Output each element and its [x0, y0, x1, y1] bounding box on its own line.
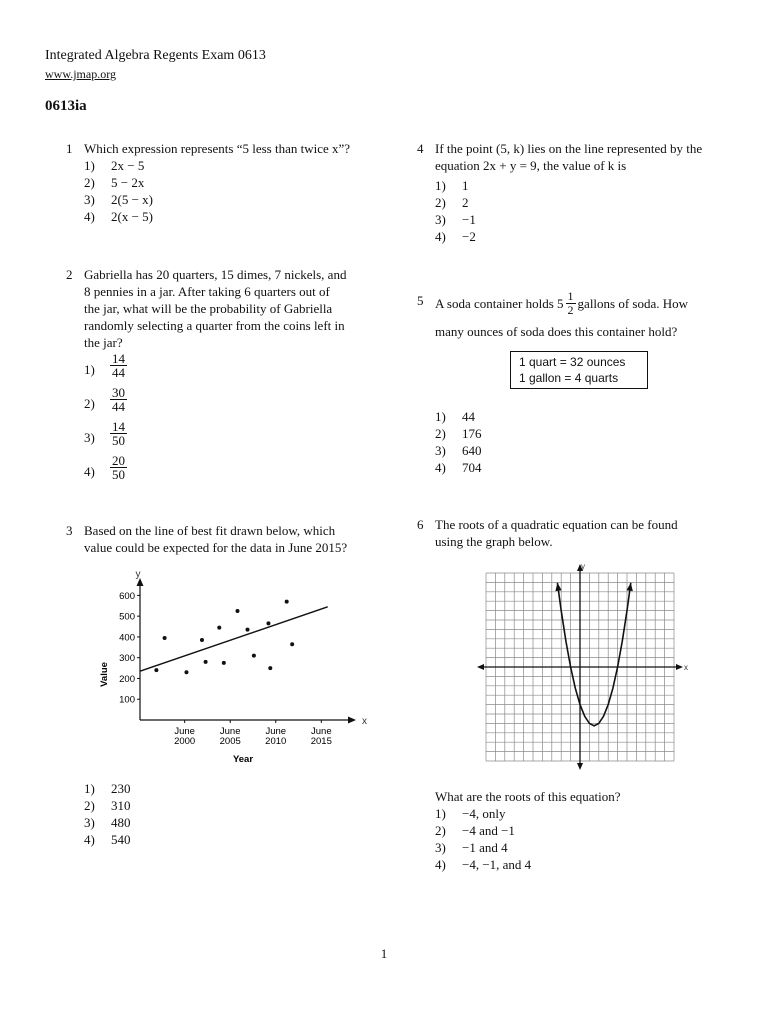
option-value: 1	[462, 178, 469, 193]
question-6-prompt	[435, 788, 735, 872]
y-axis-name: y	[581, 562, 585, 571]
option-label: 1)	[84, 158, 95, 173]
option-value: 5 − 2x	[111, 175, 145, 190]
data-point	[235, 609, 239, 613]
option-value: 2x − 5	[111, 158, 145, 173]
option-label: 3)	[84, 192, 95, 207]
x-tick-label-year: 2015	[310, 736, 332, 747]
question-text-line: randomly selecting a quarter from the coins left in	[84, 318, 345, 333]
data-point	[200, 638, 204, 642]
fraction-numerator: 14	[112, 419, 125, 434]
option-label: 1)	[435, 178, 446, 193]
option-label: 2)	[84, 396, 95, 411]
best-fit-line-group	[140, 607, 328, 671]
option-label: 2)	[435, 823, 446, 838]
option-value: 480	[111, 815, 131, 830]
fraction-numerator: 30	[112, 385, 125, 400]
best-fit-line	[140, 607, 328, 671]
fraction	[110, 454, 127, 481]
question-text	[84, 266, 346, 351]
option-label: 2)	[435, 195, 446, 210]
x-tick-label-month: June	[174, 726, 195, 737]
fraction	[110, 352, 127, 379]
option-label: 1)	[84, 781, 95, 796]
option-label: 1)	[435, 409, 446, 424]
option-value: 176	[462, 426, 482, 441]
graph-axes	[477, 562, 688, 770]
option-value: 2(x − 5)	[111, 209, 153, 224]
x-axis-arrow-right	[676, 664, 683, 670]
option-value: 704	[462, 460, 482, 475]
question-text	[435, 516, 678, 550]
y-tick-label: 400	[119, 632, 135, 644]
option-value: −1 and 4	[462, 840, 508, 855]
data-point	[285, 600, 289, 604]
option-value: 540	[111, 832, 131, 847]
option-label: 3)	[435, 840, 446, 855]
fraction-denominator: 50	[112, 433, 125, 448]
option-value: 2	[462, 195, 469, 210]
option-label: 3)	[84, 815, 95, 830]
data-point	[163, 636, 167, 640]
conversion-line: 1 gallon = 4 quarts	[519, 371, 619, 385]
option-label: 4)	[435, 857, 446, 872]
fraction-denominator: 50	[112, 467, 125, 482]
x-tick-label-month: June	[219, 726, 241, 737]
fraction	[110, 386, 127, 413]
option-label: 2)	[84, 798, 95, 813]
question-text-part: A soda container holds 5	[435, 296, 564, 312]
y-tick-label: 100	[119, 694, 135, 706]
question-text-part: gallons of soda. How	[577, 296, 689, 312]
option-label: 4)	[84, 209, 95, 224]
conversion-box	[510, 351, 648, 389]
y-tick-label: 200	[119, 673, 135, 685]
data-point	[290, 642, 294, 646]
option-label: 3)	[435, 212, 446, 227]
question-text-line: the jar?	[84, 335, 123, 350]
option-value: −4 and −1	[462, 823, 515, 838]
x-axis-arrow	[348, 717, 356, 724]
question-number: 5	[417, 293, 424, 308]
conversion-line: 1 quart = 32 ounces	[519, 355, 626, 369]
y-tick-label: 500	[119, 611, 135, 623]
source-link[interactable]: www.jmap.org	[45, 67, 116, 81]
option-label: 4)	[435, 229, 446, 244]
option-label: 2)	[84, 175, 95, 190]
question-number: 6	[417, 517, 424, 532]
data-point	[252, 654, 256, 658]
question-number: 3	[66, 523, 73, 538]
x-tick-label-month: June	[311, 726, 332, 737]
option-label: 2)	[435, 426, 446, 441]
x-tick-label-year: 2005	[219, 736, 241, 747]
y-axis-arrow-down	[577, 763, 583, 770]
question-text-line: using the graph below.	[435, 534, 553, 549]
option-value: 2(5 − x)	[111, 192, 153, 207]
option-value: 310	[111, 798, 131, 813]
question-text: Which expression represents “5 less than twice x”?	[84, 141, 351, 156]
option-value: −4, −1, and 4	[462, 857, 532, 872]
option-value: −1	[462, 212, 476, 227]
x-axis-label: Year	[232, 754, 254, 765]
y-axis-label: Value	[99, 662, 110, 687]
x-axis-name: x	[362, 716, 367, 727]
question-number: 4	[417, 141, 424, 156]
data-point	[268, 666, 272, 670]
question-text	[84, 522, 347, 556]
x-axis-arrow-left	[477, 664, 484, 670]
fraction-numerator: 20	[112, 453, 125, 468]
fraction	[110, 420, 127, 447]
option-value: −4, only	[462, 806, 506, 821]
question-text	[435, 140, 702, 174]
option-label: 3)	[84, 430, 95, 445]
question-prompt: What are the roots of this equation?	[435, 789, 621, 804]
fraction-denominator: 2	[567, 303, 574, 317]
data-point	[204, 660, 208, 664]
curve-arrow-right	[627, 583, 633, 591]
data-point	[246, 628, 250, 632]
question-number: 1	[66, 141, 73, 156]
scatter-chart	[95, 565, 365, 770]
question-text-line: Based on the line of best fit drawn below, which	[84, 523, 336, 538]
question-text-line: The roots of a quadratic equation can be found	[435, 517, 678, 532]
mixed-fraction	[566, 290, 576, 317]
curve-arrow-left	[555, 583, 561, 591]
exam-title: Integrated Algebra Regents Exam 0613	[45, 48, 266, 63]
question-text-line: value could be expected for the data in June 2015?	[84, 540, 348, 555]
question-text-line: Gabriella has 20 quarters, 15 dimes, 7 nickels, and	[84, 267, 347, 282]
parabola-graph	[478, 562, 688, 773]
data-point	[266, 621, 270, 625]
x-axis-name: x	[684, 663, 688, 672]
fraction-denominator: 44	[112, 365, 125, 380]
question-text-line: 8 pennies in a jar. After taking 6 quarters out of	[84, 284, 330, 299]
option-value: 44	[462, 409, 475, 424]
fraction-numerator: 14	[112, 351, 125, 366]
question-text-line: many ounces of soda does this container hold?	[435, 324, 678, 339]
question-text	[435, 290, 688, 340]
data-point	[184, 670, 188, 674]
data-point	[217, 626, 221, 630]
fraction-numerator: 1	[567, 289, 574, 303]
option-value: 230	[111, 781, 131, 796]
data-point	[222, 661, 226, 665]
x-tick-label-year: 2000	[174, 736, 196, 747]
data-points	[154, 600, 294, 675]
question-text-line: equation 2x + y = 9, the value of k is	[435, 158, 627, 173]
question-text-line: the jar, what will be the probability of Gabriella	[84, 301, 333, 316]
y-tick-label: 300	[119, 653, 135, 665]
option-value: 640	[462, 443, 482, 458]
x-tick-label-month: June	[265, 726, 287, 737]
option-label: 1)	[435, 806, 446, 821]
page-number: 1	[380, 946, 388, 961]
y-tick-label: 600	[119, 590, 135, 602]
option-label: 4)	[435, 460, 446, 475]
exam-code: 0613ia	[45, 98, 87, 114]
option-label: 4)	[84, 464, 95, 479]
chart-ticks	[119, 591, 332, 747]
fraction-denominator: 44	[112, 399, 125, 414]
question-text-line: If the point (5, k) lies on the line represented by the	[435, 141, 703, 156]
y-axis-name: y	[135, 569, 141, 580]
option-label: 1)	[84, 362, 95, 377]
data-point	[154, 668, 158, 672]
option-label: 3)	[435, 443, 446, 458]
question-number: 2	[66, 267, 73, 282]
option-label: 4)	[84, 832, 95, 847]
option-value: −2	[462, 229, 476, 244]
x-tick-label-year: 2010	[265, 736, 287, 747]
